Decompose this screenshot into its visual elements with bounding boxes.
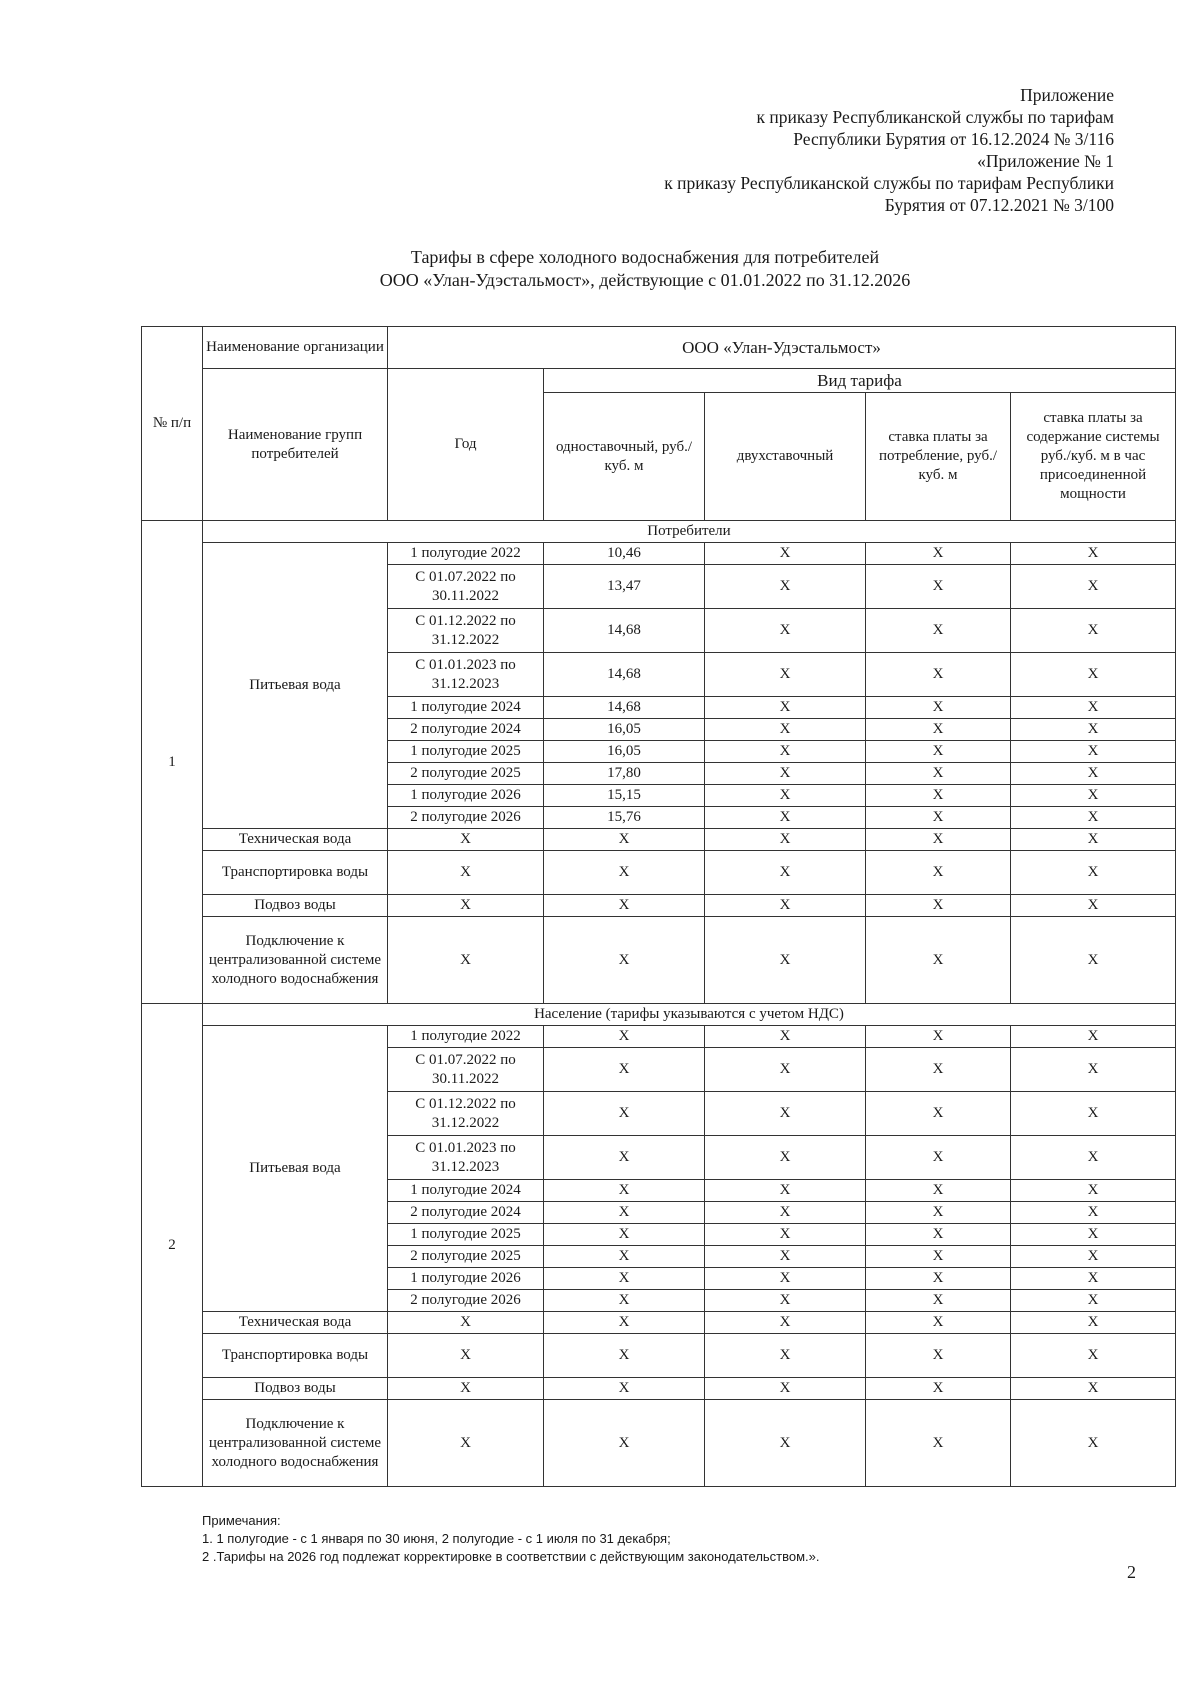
single-rate-cell: 16,05 [544,719,705,741]
maintenance-rate-cell: X [1011,1224,1176,1246]
double-rate-cell: X [705,785,866,807]
period-cell: 1 полугодие 2024 [388,697,544,719]
double-rate-cell: X [705,1048,866,1092]
section-title-row [142,1004,1176,1026]
group-name-cell: Техническая вода [203,829,388,851]
double-rate-cell: X [705,1026,866,1048]
single-rate-cell: X [544,1224,705,1246]
period-cell: 2 полугодие 2026 [388,807,544,829]
group-name-cell: Транспортировка воды [203,1334,388,1378]
consumption-rate-cell: X [866,565,1011,609]
double-rate-cell: X [705,1268,866,1290]
consumption-rate-cell: X [866,741,1011,763]
table-row [142,1400,1176,1487]
single-rate-cell: X [544,1202,705,1224]
consumption-rate-cell: X [866,763,1011,785]
maintenance-rate-cell: X [1011,1312,1176,1334]
maintenance-rate-cell: X [1011,1334,1176,1378]
maintenance-rate-cell: X [1011,1268,1176,1290]
double-rate-cell: X [705,1246,866,1268]
maintenance-rate-cell: X [1011,741,1176,763]
double-rate-cell: X [705,895,866,917]
period-cell: 2 полугодие 2024 [388,1202,544,1224]
section-title: Население (тарифы указываются с учетом НДС) [203,1004,1176,1026]
double-rate-cell: X [705,719,866,741]
notes-heading: Примечания: [202,1513,281,1528]
period-cell: X [388,1334,544,1378]
consumption-rate-cell: X [866,1312,1011,1334]
maintenance-rate-cell: X [1011,565,1176,609]
header-cell-tariff-type: Вид тарифа [544,369,1176,393]
consumption-rate-cell: X [866,609,1011,653]
double-rate-cell: X [705,1224,866,1246]
consumption-rate-cell: X [866,829,1011,851]
double-rate-cell: X [705,1202,866,1224]
page-number: 2 [1127,1562,1136,1582]
double-rate-cell: X [705,543,866,565]
consumption-rate-cell: X [866,1334,1011,1378]
double-rate-cell: X [705,609,866,653]
period-cell: С 01.01.2023 по 31.12.2023 [388,653,544,697]
single-rate-cell: 17,80 [544,763,705,785]
consumption-rate-cell: X [866,1048,1011,1092]
period-cell: 2 полугодие 2024 [388,719,544,741]
consumption-rate-cell: X [866,1180,1011,1202]
single-rate-cell: 14,68 [544,653,705,697]
double-rate-cell: X [705,763,866,785]
double-rate-cell: X [705,1136,866,1180]
double-rate-cell: X [705,1092,866,1136]
maintenance-rate-cell: X [1011,719,1176,741]
single-rate-cell: 13,47 [544,565,705,609]
single-rate-cell: X [544,851,705,895]
header-cell-org-label: Наименование организации [203,327,388,369]
header-line: Бурятия от 07.12.2021 № 3/100 [884,195,1114,215]
period-cell: 1 полугодие 2022 [388,543,544,565]
table-row [142,917,1176,1004]
period-cell: 2 полугодие 2025 [388,1246,544,1268]
single-rate-cell: X [544,1378,705,1400]
maintenance-rate-cell: X [1011,895,1176,917]
consumption-rate-cell: X [866,895,1011,917]
maintenance-rate-cell: X [1011,1026,1176,1048]
group-name-cell: Подключение к централизованной системе холодного водоснабжения [203,917,388,1004]
single-rate-cell: X [544,829,705,851]
single-rate-cell: X [544,917,705,1004]
header-cell-group: Наименование групп потребителей [203,369,388,521]
table-row [142,829,1176,851]
single-rate-cell: X [544,1136,705,1180]
double-rate-cell: X [705,917,866,1004]
header-cell-num: № п/п [142,327,203,521]
header-cell-single-rate: одноставочный, руб./ куб. м [544,393,705,521]
header-line: к приказу Республиканской службы по тарифам [756,107,1114,127]
section-title-row [142,521,1176,543]
group-name-cell: Питьевая вода [203,543,388,829]
period-cell: X [388,1378,544,1400]
consumption-rate-cell: X [866,1092,1011,1136]
maintenance-rate-cell: X [1011,807,1176,829]
consumption-rate-cell: X [866,697,1011,719]
single-rate-cell: X [544,1290,705,1312]
period-cell: 2 полугодие 2026 [388,1290,544,1312]
consumption-rate-cell: X [866,851,1011,895]
single-rate-cell: X [544,1268,705,1290]
table-row [142,543,1176,565]
group-name-cell: Транспортировка воды [203,851,388,895]
maintenance-rate-cell: X [1011,1290,1176,1312]
header-cell-year: Год [388,369,544,521]
consumption-rate-cell: X [866,1400,1011,1487]
consumption-rate-cell: X [866,785,1011,807]
double-rate-cell: X [705,1312,866,1334]
maintenance-rate-cell: X [1011,1378,1176,1400]
header-line: Республики Бурятия от 16.12.2024 № 3/116 [793,129,1114,149]
table-row [142,1312,1176,1334]
table-row [142,1378,1176,1400]
consumption-rate-cell: X [866,543,1011,565]
period-cell: 1 полугодие 2025 [388,1224,544,1246]
group-name-cell: Подвоз воды [203,895,388,917]
period-cell: 1 полугодие 2025 [388,741,544,763]
consumption-rate-cell: X [866,1246,1011,1268]
single-rate-cell: 15,76 [544,807,705,829]
period-cell: С 01.12.2022 по 31.12.2022 [388,609,544,653]
header-cell-consumption-rate: ставка платы за потребление, руб./ куб. м [866,393,1011,521]
group-name-cell: Подвоз воды [203,1378,388,1400]
header-cell-double-rate: двухставочный [705,393,866,521]
table-row [142,851,1176,895]
period-cell: С 01.12.2022 по 31.12.2022 [388,1092,544,1136]
period-cell: X [388,829,544,851]
single-rate-cell: X [544,895,705,917]
header-line: «Приложение № 1 [977,151,1114,171]
section-title: Потребители [203,521,1176,543]
table-header-row [142,327,1176,369]
note-item: 1. 1 полугодие - с 1 января по 30 июня, 2 полугодие - с 1 июля по 31 декабря; [202,1531,671,1546]
document-title [0,246,1200,292]
group-name-cell: Подключение к централизованной системе холодного водоснабжения [203,1400,388,1487]
single-rate-cell: 10,46 [544,543,705,565]
double-rate-cell: X [705,741,866,763]
period-cell: X [388,895,544,917]
single-rate-cell: X [544,1092,705,1136]
consumption-rate-cell: X [866,1136,1011,1180]
single-rate-cell: X [544,1312,705,1334]
section-number: 1 [142,521,203,1004]
table-row [142,1334,1176,1378]
table-row [142,1026,1176,1048]
single-rate-cell: 14,68 [544,697,705,719]
single-rate-cell: 14,68 [544,609,705,653]
period-cell: 2 полугодие 2025 [388,763,544,785]
period-cell: X [388,851,544,895]
group-name-cell: Питьевая вода [203,1026,388,1312]
period-cell: 1 полугодие 2026 [388,1268,544,1290]
double-rate-cell: X [705,697,866,719]
maintenance-rate-cell: X [1011,851,1176,895]
double-rate-cell: X [705,1180,866,1202]
consumption-rate-cell: X [866,1290,1011,1312]
maintenance-rate-cell: X [1011,1048,1176,1092]
double-rate-cell: X [705,1290,866,1312]
maintenance-rate-cell: X [1011,1400,1176,1487]
title-line-2: ООО «Улан-Удэстальмост», действующие с 01.01.2022 по 31.12.2026 [379,270,911,290]
double-rate-cell: X [705,1378,866,1400]
double-rate-cell: X [705,829,866,851]
consumption-rate-cell: X [866,719,1011,741]
header-line: к приказу Республиканской службы по тарифам Республики [664,173,1114,193]
header-line: Приложение [1020,85,1114,105]
period-cell: X [388,1400,544,1487]
consumption-rate-cell: X [866,1202,1011,1224]
double-rate-cell: X [705,807,866,829]
note-item: 2 .Тарифы на 2026 год подлежат корректировке в соответствии с действующим законодательством.». [202,1549,820,1564]
maintenance-rate-cell: X [1011,1180,1176,1202]
consumption-rate-cell: X [866,917,1011,1004]
double-rate-cell: X [705,565,866,609]
title-line-1: Тарифы в сфере холодного водоснабжения для потребителей [410,247,880,267]
period-cell: X [388,1312,544,1334]
period-cell: С 01.07.2022 по 30.11.2022 [388,1048,544,1092]
double-rate-cell: X [705,851,866,895]
single-rate-cell: 16,05 [544,741,705,763]
header-cell-org-name: ООО «Улан-Удэстальмост» [388,327,1176,369]
maintenance-rate-cell: X [1011,1202,1176,1224]
consumption-rate-cell: X [866,1026,1011,1048]
table-row [142,895,1176,917]
period-cell: С 01.01.2023 по 31.12.2023 [388,1136,544,1180]
maintenance-rate-cell: X [1011,653,1176,697]
consumption-rate-cell: X [866,653,1011,697]
period-cell: С 01.07.2022 по 30.11.2022 [388,565,544,609]
consumption-rate-cell: X [866,1268,1011,1290]
double-rate-cell: X [705,1400,866,1487]
maintenance-rate-cell: X [1011,1246,1176,1268]
maintenance-rate-cell: X [1011,1092,1176,1136]
period-cell: 1 полугодие 2022 [388,1026,544,1048]
consumption-rate-cell: X [866,1378,1011,1400]
document-header [664,84,1114,216]
single-rate-cell: X [544,1400,705,1487]
single-rate-cell: X [544,1180,705,1202]
single-rate-cell: X [544,1246,705,1268]
maintenance-rate-cell: X [1011,829,1176,851]
period-cell: X [388,917,544,1004]
maintenance-rate-cell: X [1011,1136,1176,1180]
double-rate-cell: X [705,653,866,697]
maintenance-rate-cell: X [1011,785,1176,807]
period-cell: 1 полугодие 2024 [388,1180,544,1202]
consumption-rate-cell: X [866,1224,1011,1246]
maintenance-rate-cell: X [1011,543,1176,565]
group-name-cell: Техническая вода [203,1312,388,1334]
notes [202,1512,820,1566]
header-cell-maintenance-rate: ставка платы за содержание системы руб./куб. м в час присоединенной мощности [1011,393,1176,521]
maintenance-rate-cell: X [1011,609,1176,653]
tariff-table-body [142,327,1176,1487]
tariff-table [141,326,1176,1487]
single-rate-cell: X [544,1026,705,1048]
consumption-rate-cell: X [866,807,1011,829]
single-rate-cell: X [544,1334,705,1378]
single-rate-cell: 15,15 [544,785,705,807]
section-number: 2 [142,1004,203,1487]
maintenance-rate-cell: X [1011,763,1176,785]
maintenance-rate-cell: X [1011,697,1176,719]
period-cell: 1 полугодие 2026 [388,785,544,807]
table-header-row [142,369,1176,393]
single-rate-cell: X [544,1048,705,1092]
double-rate-cell: X [705,1334,866,1378]
maintenance-rate-cell: X [1011,917,1176,1004]
